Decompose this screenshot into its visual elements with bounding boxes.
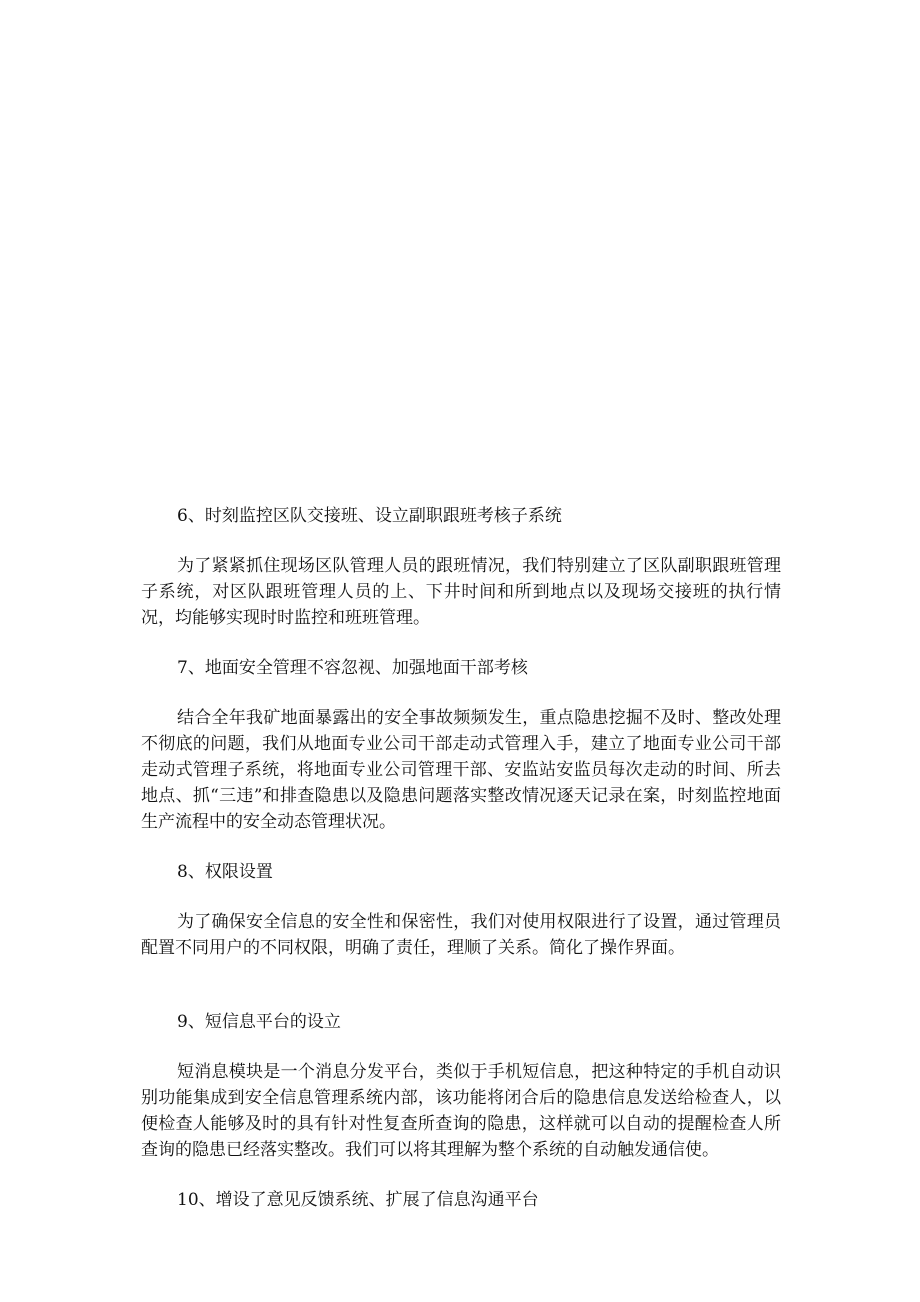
spacer [141, 1035, 781, 1059]
spacer [141, 631, 781, 655]
section-6-heading: 6、时刻监控区队交接班、设立副职跟班考核子系统 [177, 506, 562, 526]
section-9-heading: 9、短信息平台的设立 [177, 1012, 341, 1032]
spacer [141, 681, 781, 705]
spacer [141, 835, 781, 859]
spacer [141, 961, 781, 1009]
spacer [141, 1163, 781, 1187]
section-9-body: 短消息模块是一个消息分发平台，类似于手机短信息，把这种特定的手机自动识别功能集成到安全信息管理系统内部，该功能将闭合后的隐患信息发送给检查人，以便检查人能够及时的具有针对性复查所查询的隐患，这样就可以自动的提醒检查人所查询的隐患已经落实整改。我们可以将其理解为整个系统的自动触发通信使。 [141, 1062, 781, 1160]
section-7-heading: 7、地面安全管理不容忽视、加强地面干部考核 [177, 658, 528, 678]
spacer [141, 885, 781, 909]
spacer [141, 529, 781, 553]
section-8-heading: 8、权限设置 [177, 862, 273, 882]
document-body [141, 503, 781, 1213]
section-10-heading: 10、增设了意见反馈系统、扩展了信息沟通平台 [177, 1190, 539, 1210]
section-8-body: 为了确保安全信息的安全性和保密性，我们对使用权限进行了设置，通过管理员配置不同用户的不同权限，明确了责任，理顺了关系。简化了操作界面。 [141, 912, 781, 958]
section-6-body: 为了紧紧抓住现场区队管理人员的跟班情况，我们特别建立了区队副职跟班管理子系统，对区队跟班管理人员的上、下井时间和所到地点以及现场交接班的执行情况，均能够实现时时监控和班班管理。 [141, 556, 781, 628]
section-7-body: 结合全年我矿地面暴露出的安全事故频频发生，重点隐患挖掘不及时、整改处理不彻底的问题，我们从地面专业公司干部走动式管理入手，建立了地面专业公司干部走动式管理子系统，将地面专业公司管理干部、安监站安监员每次走动的时间、所去地点、抓“三违”和排查隐患以及隐患问题落实整改情况逐天记录在案，时刻监控地面生产流程中的安全动态管理状况。 [141, 708, 781, 832]
